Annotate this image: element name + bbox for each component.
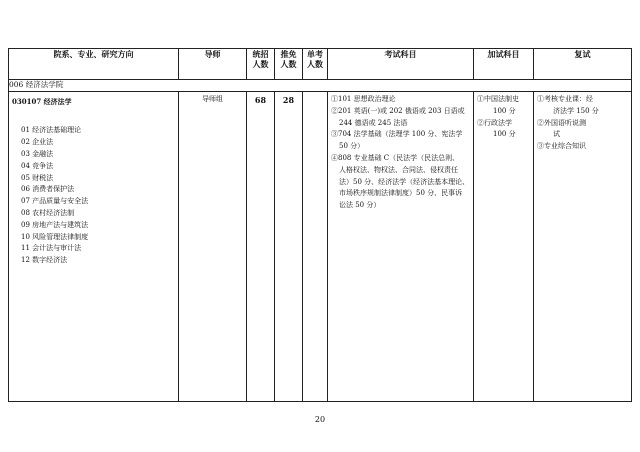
exam-subject-line: 50 分） [339,142,365,151]
exam-subject-line: ③704 法学基础（法理学 100 分、宪法学 [331,130,463,139]
exam-subject-line: 244 德语或 245 法语 [339,118,408,127]
retest-cell [534,92,632,402]
exam-subject-line: ①101 思想政治理论 [331,95,396,103]
header-row [9,49,632,80]
direction-item: 12 数字经济法 [21,256,68,265]
exam-subject-line: 法）50 分、经济法学（经济法基本理论、 [339,177,470,186]
direction-item: 10 风险管理法律制度 [21,232,89,241]
header-extra-subjects: 加试科目 [474,49,534,80]
page-number: 20 [314,415,326,424]
exam-subjects-cell [328,92,474,402]
admissions-table-frame [8,48,631,403]
major-name: 030107 经济法学 [12,97,72,106]
exam-subject-line: 市场秩序规制法律制度）50 分、民事诉 [339,189,463,198]
retest-list [537,94,629,153]
direction-item: 09 房地产法与建筑法 [21,220,89,229]
header-exempt-count: 推免 人数 [275,49,303,80]
direction-item: 06 消费者保护法 [21,185,75,194]
extra-subject-line: 100 分 [493,106,516,115]
header-retest: 复试 [534,49,632,80]
department-row [9,80,632,92]
extra-subject-line: ②行政法学 [477,118,512,127]
retest-line: ②外国语听说测 [537,118,586,127]
retest-line: ①考核专业课：经 [537,95,593,103]
exam-subject-line: ④808 专业基础 C（民法学（民法总则、 [331,153,460,162]
unified-count-value: 68 [254,95,267,105]
direction-item: 01 经济法基础理论 [21,126,82,135]
exam-subject-line: ②201 英语(一)或 202 俄语或 203 日语或 [331,106,465,115]
exempt-count-value: 28 [282,95,295,105]
supervisor-value: 导师组 [202,95,223,103]
exam-subject-line: 人格权法、物权法、合同法、侵权责任 [339,165,458,174]
exam-subject-line: 讼法 50 分） [339,201,381,210]
major-row [9,92,632,402]
supervisor-cell [179,92,247,402]
header-unified-count: 统招 人数 [247,49,275,80]
directions-list [12,125,175,267]
direction-item: 07 产品质量与安全法 [21,197,89,206]
direction-item: 04 竞争法 [21,161,54,170]
direction-item: 02 企业法 [21,138,54,147]
direction-item: 08 农村经济法制 [21,209,75,218]
header-major: 院系、专业、研究方向 [9,49,179,80]
major-cell [9,92,179,402]
retest-line: 试 [553,130,560,139]
extra-subject-line: 100 分 [493,130,516,139]
exempt-count-cell [275,92,303,402]
retest-line: ③专业综合知识 [537,142,586,151]
department-name: 006 经济法学院 [9,80,632,92]
header-single-count: 单考 人数 [303,49,328,80]
direction-item: 11 会计法与审计法 [21,244,82,253]
header-supervisor: 导师 [179,49,247,80]
extra-subject-line: ①中国法制史 [477,95,519,103]
single-count-cell [303,92,328,402]
admissions-table [8,48,632,402]
retest-line: 济法学 150 分 [553,106,599,115]
unified-count-cell [247,92,275,402]
extra-subjects-list [477,94,531,141]
header-exam-subjects: 考试科目 [328,49,474,80]
direction-item: 05 财税法 [21,173,54,182]
exam-subjects-list [331,94,470,212]
direction-item: 03 金融法 [21,150,54,159]
extra-subjects-cell [474,92,534,402]
